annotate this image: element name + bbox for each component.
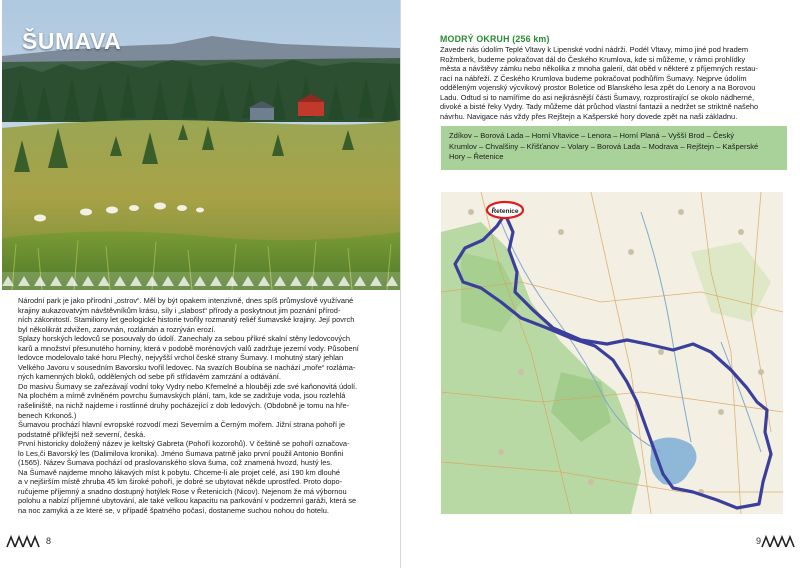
tire-tread-icon xyxy=(6,534,40,550)
text-line: karů a množství přesunutého horniny, která v podobě morénových valů zadržuje jezerní vody. Působení xyxy=(18,343,359,353)
text-line: na noc zamyká a ze které se, v případě špatného počasí, dostaneme suchou nohou do hotelu. xyxy=(18,506,329,516)
stops-line: Hory – Řetenice xyxy=(449,152,504,162)
text-line: města a návštěvy zámku nebo několika z mnoha galerií, dát oběd v některé z příjemných restau- xyxy=(440,64,758,73)
text-line: ných kamenných bloků, oddělených od sebe při střídavém zamrzání a odtávání. xyxy=(18,372,281,382)
right-page xyxy=(400,0,800,568)
route-stops-box xyxy=(441,126,787,170)
text-line: krajiny aukazovatvým návštěvníkům krásu, síly i „slabost“ přírody a poskytnout jim poznání přírod- xyxy=(18,305,341,315)
route-map xyxy=(441,192,783,514)
text-line: ních zákonitostí. Stamiliony let geologické historie tvořily rozmanitý reliéf šumavské krajiny. Její povrch xyxy=(18,315,355,325)
text-line: (1565). Název Šumava pochází od praslovanského slova šuma, což znamená hvozd, hustý les. xyxy=(18,458,333,468)
page-number: 9 xyxy=(755,536,761,546)
page-number: 8 xyxy=(46,536,52,546)
text-line: benech Krkonoš.) xyxy=(18,410,77,420)
text-line: Na plochém a mírně zvlněném povrchu šumavských plání, tam, kde se zadržuje voda, jsou rozlehlá xyxy=(18,391,346,401)
text-line: První historicky doložený název je keltský Gabreta (Pohoří kozorohů). V češtině se pohoří označova- xyxy=(18,439,350,449)
text-line: Na Šumavě najdeme mnoho lákavých míst k pobytu. Chceme-li ale projet celé, asi 190 km dlouhé xyxy=(18,467,341,477)
text-line: návrhu. Navigace nás vždy přes Rejštejn a Kašperské hory dovede zpět na naši základnu. xyxy=(440,111,738,121)
route-heading: MODRÝ OKRUH (256 km) xyxy=(440,34,550,44)
text-line: ručujeme příjemný a snadno dostupný hotýlek Rose v Řetenicích (Nicov). Nejenom že má výbornou xyxy=(18,486,347,496)
stops-line: Krumlov – Chvalšiny – Křišťanov – Volary – Borová Lada – Modrava – Rejštejn – Kašperské xyxy=(449,141,759,151)
text-line: a v nejširším místě zhruba 45 km široké pohoří, je dobré se ubytovat někde uprostřed. Proto dopo- xyxy=(18,477,343,487)
text-line: rašeliniště, na nichž najdeme i rostlinné druhy pocházející z dob ledových. (Obdobně je tomu na hře- xyxy=(18,401,350,411)
text-line: Ladu. Odtud si to namíříme do asi nejkrásnější části Šumavy, rozprostírající se okolo nádherné, xyxy=(440,92,755,102)
text-line: lo Les,či Bavorský les (Dalimilova kronika). Jméno Šumava patrně jako první použil Antonio Bonfini xyxy=(18,448,344,458)
text-line: divoké a bisté řeky Vydry. Tady můžeme dát průchod vlastní fantazii a nedržet se striktně našeho xyxy=(440,102,759,111)
page-title: ŠUMAVA xyxy=(22,28,122,54)
route-description xyxy=(440,45,785,121)
text-line: podstatně příkřejší než severní, česká. xyxy=(18,429,146,439)
text-line: Velkého Javoru v sousedním Bavorsku tvořil ledovec. Na svazích Boubína se nachází „moře“ rozláma- xyxy=(18,362,356,372)
text-line: rací na nábřeží. Z Českého Krumlova budeme pokračovat podhůřím Šumavy. Nejprve údolím xyxy=(440,73,747,83)
text-line: polohu a nabízí příjemné ubytování, ale také velkou kapacitu na parkování v podzemní garáži, která se xyxy=(18,496,357,506)
body-text xyxy=(18,296,386,516)
map-start-label: Řetenice xyxy=(491,208,519,215)
text-line: Rožmberk, budeme pokračovat dál do Českého Krumlova, kde si můžeme, v rámci prohlídky xyxy=(440,54,746,64)
text-line: Šumavou prochází hlavní evropské rozvodí mezi Severním a Černým mořem. Jižní strana pohoří je xyxy=(18,420,345,430)
text-line: Národní park je jako přírodní „ostrov“. Měl by být opakem intenzivně, dnes spíš průmyslově využívané xyxy=(18,296,354,305)
text-line: odděleným vojenský výcvikový prostor Boletice od Blanského lesa zpět do Lenory a na Borovou xyxy=(440,83,756,92)
tire-tread-icon xyxy=(761,534,795,550)
text-line: Do masivu Šumavy se zařezávají vodní toky Vydry nebo Křemelné a hlouběji zde své kaňonovitá údolí. xyxy=(18,381,358,391)
text-line: Splazy horských ledovců se posouvaly do údolí. Zanechaly za sebou příkré skalní stěny ledovcových xyxy=(18,334,350,344)
text-line: byl několikrát zdvižen, zarovnán, rozlámán a rozrýván erozí. xyxy=(18,324,216,334)
stops-line: Zdíkov – Borová Lada – Horní Vltavice – Lenora – Horní Planá – Vyšší Brod – Český xyxy=(449,131,735,140)
text-line: Zavede nás údolím Teplé Vltavy k Lipenské vodní nádrži. Podél Vltavy, mimo jiné pod hradem xyxy=(440,45,749,54)
text-line: ledovce modelovalo také horu Plechý, nejvyšší vrchol české strany Šumavy. I mohutný starý jehlan xyxy=(18,353,344,363)
